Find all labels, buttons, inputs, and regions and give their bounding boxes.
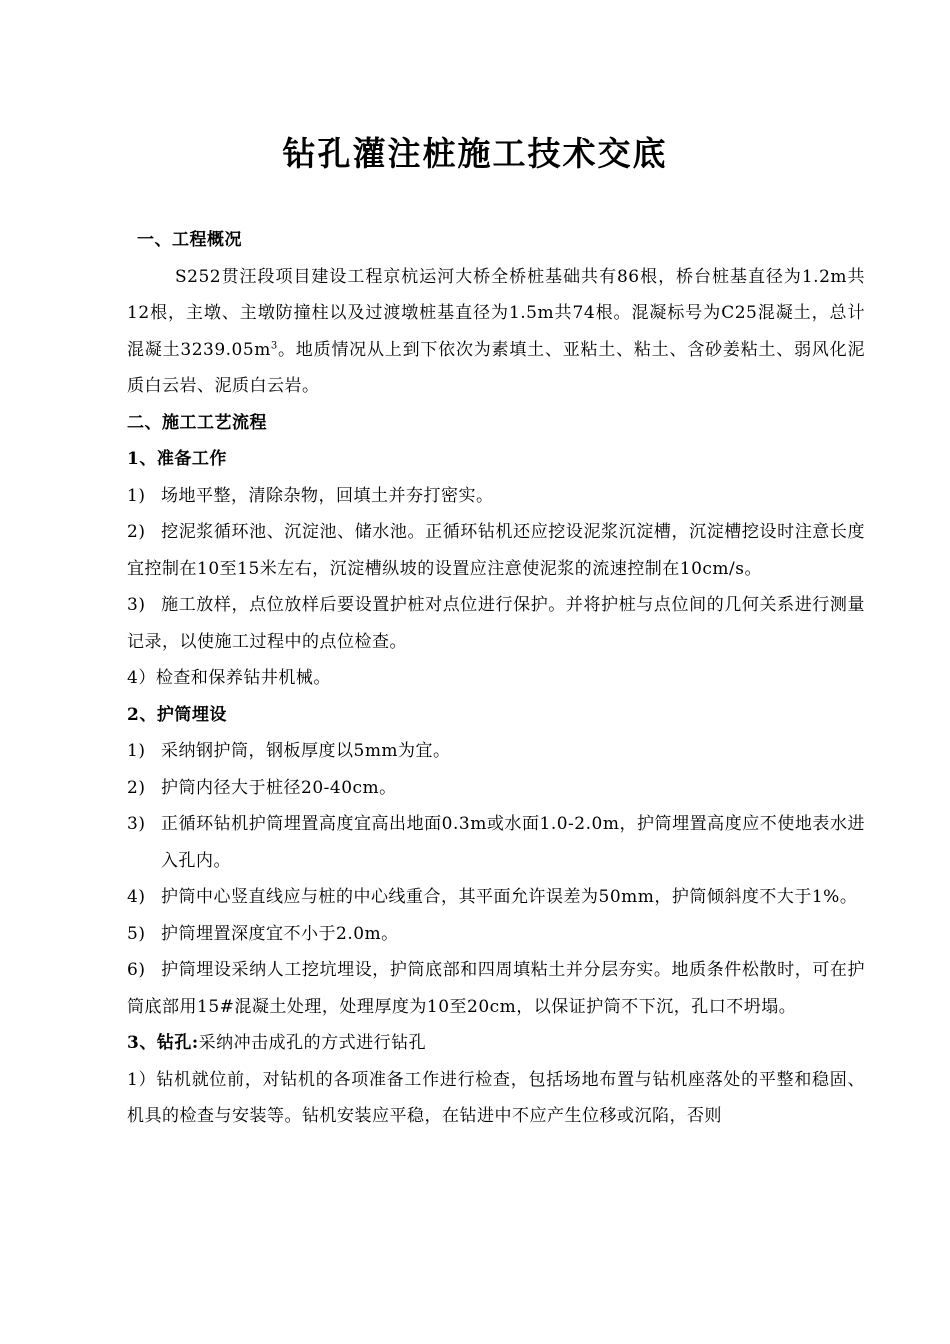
casing-item-text: 护筒内径大于桩径20-40cm。 [161,777,397,798]
section1-paragraph [127,259,865,405]
casing-item-text: 采纳钢护筒，钢板厚度以5mm为宜。 [161,741,451,761]
prep-item-text: 场地平整，清除杂物，回填土并夯打密实。 [161,485,494,506]
cubic-superscript: 3 [270,339,278,351]
casing-item-text: 正循环钻机护筒埋置高度宜高出地面0.3m或水面1.0-2.0m，护筒埋置高度应不使地表水进入孔内。 [161,814,865,871]
casing-item-6 [127,952,865,1025]
prep-item-number: 1) [127,485,146,506]
casing-heading: 2、护筒埋设 [127,704,227,725]
section1-text-end: 。地质情况从上到下依次为素填土、亚粘土、粘土、含砂姜粘土、弱风化泥质白云岩、泥质白云岩。 [127,339,865,396]
drilling-item-1 [127,1062,865,1135]
drilling-heading-label: 3、钻孔: [127,1033,199,1053]
document-body [127,222,865,1135]
casing-item-number: 2) [127,777,146,798]
drilling-heading-note: 采纳冲击成孔的方式进行钻孔 [198,1033,427,1053]
prep-item-text: 挖泥浆循环池、沉淀池、储水池。正循环钻机还应挖设泥浆沉淀槽，沉淀槽挖设时注意长度宜控制在10至15米左右，沉淀槽纵坡的设置应注意使泥浆的流速控制在10cm/s。 [127,522,865,579]
casing-item-1 [127,733,865,770]
casing-item-4 [127,879,865,916]
drilling-heading [127,1025,865,1062]
drilling-item-text: 钻机就位前，对钻机的各项准备工作进行检查，包括场地布置与钻机座落处的平整和稳固、机具的检查与安装等。钻机安装应平稳，在钻进中不应产生位移或沉陷，否则 [127,1069,865,1126]
casing-item-2 [127,770,865,807]
section1-text: S252贯汪段项目建设工程京杭运河大桥全桥桩基础共有86根，桥台桩基直径为1.2m共12根，主墩、主墩防撞柱以及过渡墩桩基直径为1.5m共74根。混凝标号为C25混凝土，总计混凝土3239.05m [127,266,865,360]
casing-item-text: 护筒中心竖直线应与桩的中心线重合，其平面允许误差为50mm，护筒倾斜度不大于1%。 [161,887,858,907]
casing-item-text: 护筒埋设采纳人工挖坑埋设，护筒底部和四周填粘土并分层夯实。地质条件松散时，可在护筒底部用15#混凝土处理，处理厚度为10至20cm，以保证护筒不下沉，孔口不坍塌。 [127,960,865,1017]
drilling-item-number: 1） [127,1069,157,1090]
document-title: 钻孔灌注桩施工技术交底 [282,134,668,173]
casing-item-5 [127,916,865,953]
prep-heading: 1、准备工作 [127,449,227,469]
casing-item-number: 1) [127,741,146,761]
prep-item-text: 施工放样，点位放样后要设置护桩对点位进行保护。并将护桩与点位间的几何关系进行测量记录，以使施工过程中的点位检查。 [127,595,865,652]
casing-item-3 [127,806,865,879]
casing-item-number: 5) [127,923,146,944]
prep-item-1 [127,478,865,515]
prep-item-4 [127,660,865,697]
prep-item-number: 2) [127,522,146,542]
section2-heading: 二、施工工艺流程 [127,412,267,433]
prep-item-2 [127,514,865,587]
casing-item-text: 护筒埋置深度宜不小于2.0m。 [161,923,399,944]
casing-item-number: 3) [127,814,146,834]
casing-item-number: 4) [127,887,146,907]
prep-item-number: 3) [127,595,146,615]
prep-item-number: 4） [127,668,156,688]
prep-item-text: 检查和保养钻井机械。 [155,668,331,688]
casing-item-number: 6) [127,960,146,980]
section1-heading: 一、工程概况 [137,230,242,250]
prep-item-3 [127,587,865,660]
